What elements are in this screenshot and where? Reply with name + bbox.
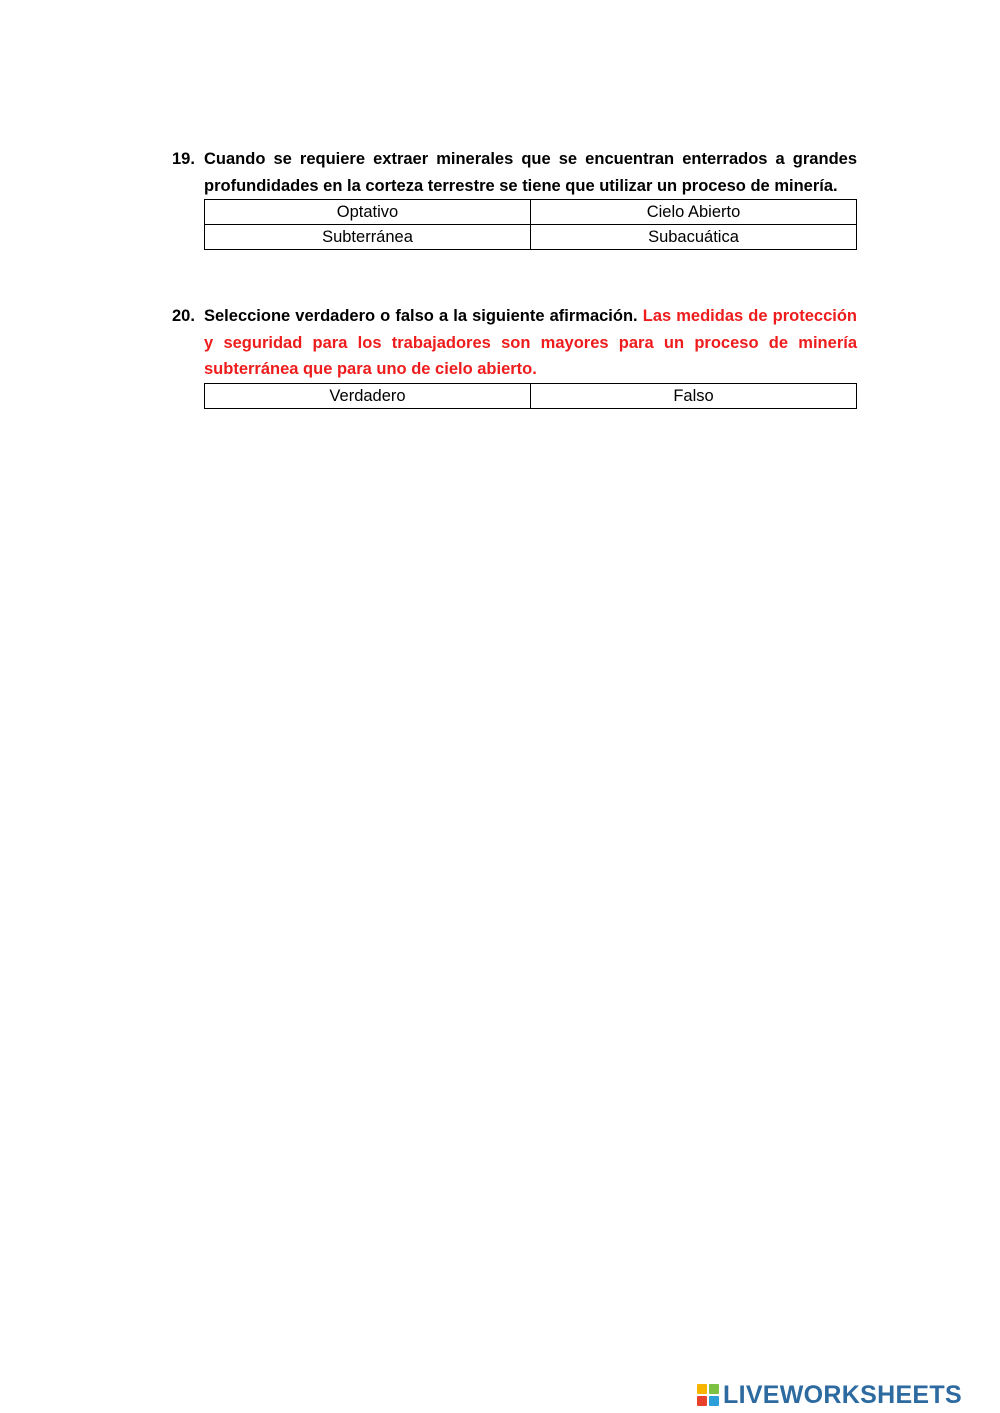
question-statement: Seleccione verdadero o falso a la siguiente afirmación. <box>204 307 638 325</box>
answer-options-table <box>204 383 857 409</box>
option-falso[interactable]: Falso <box>531 383 857 408</box>
question-text <box>172 146 857 199</box>
liveworksheets-logo <box>697 1380 962 1410</box>
option-cielo-abierto[interactable]: Cielo Abierto <box>531 200 857 225</box>
option-subacuatica[interactable]: Subacuática <box>531 225 857 250</box>
logo-text: LIVEWORKSHEETS <box>723 1381 962 1409</box>
options-row <box>205 383 857 408</box>
option-subterranea[interactable]: Subterránea <box>205 225 531 250</box>
question-number: 19. <box>172 150 195 168</box>
logo-square-icon <box>697 1384 707 1394</box>
logo-squares-icon <box>697 1384 719 1406</box>
question-20 <box>172 303 857 409</box>
options-row <box>205 225 857 250</box>
question-statement: Cuando se requiere extraer minerales que se encuentran enterrados a grandes profundidades en la corteza terrestre se tiene que utilizar un proceso de minería. <box>204 150 857 195</box>
question-19 <box>172 146 857 250</box>
highlighted-statement: Las medidas de protección y seguridad para los trabajadores son mayores para un proceso de minería subterránea que para uno de cielo abierto. <box>204 307 857 378</box>
logo-square-icon <box>709 1396 719 1406</box>
option-verdadero[interactable]: Verdadero <box>205 383 531 408</box>
logo-square-icon <box>709 1384 719 1394</box>
option-optativo[interactable]: Optativo <box>205 200 531 225</box>
question-text <box>172 303 857 383</box>
logo-square-icon <box>697 1396 707 1406</box>
question-number: 20. <box>172 307 195 325</box>
answer-options-table <box>204 199 857 250</box>
options-row <box>205 200 857 225</box>
